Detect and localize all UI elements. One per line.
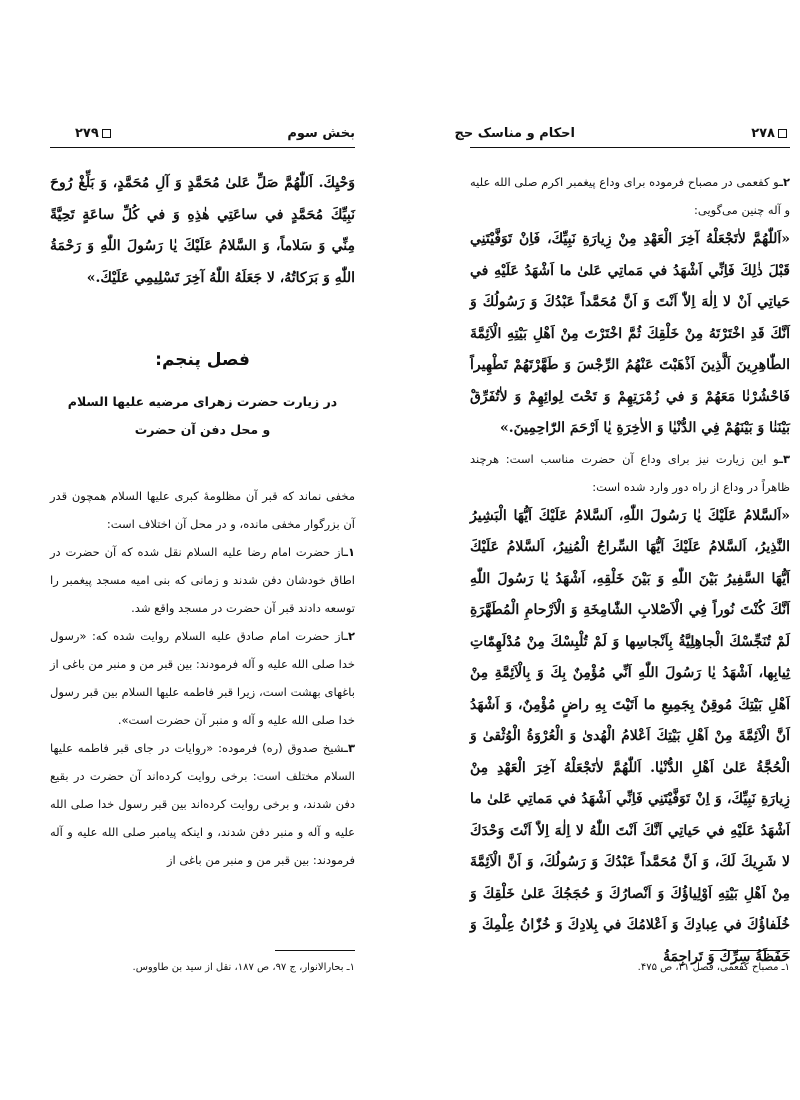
page-number: ۲۷۹ [75, 126, 114, 141]
footnote: ۱ـ بحارالانوار، ج ۹۷، ص ۱۸۷، نقل از سید بن طاووس. [132, 962, 355, 973]
header-rule [50, 147, 355, 148]
chapter-subtitle: در زیارت حضرت زهرای مرضیه علیها السلام [67, 394, 338, 409]
arabic-prayer: «اَللّٰهُمَّ لاٰتَجْعَلْهُ آخِرَ الْعَهْدِ مِنْ زِيارَةِ نَبِيِّكَ، فَاِنْ تَوَفَّيْتَنِي قَبْلَ ذٰلِكَ فَاِنِّي اَشْهَدُ في مَماتِي عَلىٰ ما اَشْهَدُ عَلَيْهِ في حَياتِي اَنْ لا اِلٰهَ اِلاّٰ اَنْتَ وَ اَنَّ مُحَمَّداً عَبْدُكَ وَ رَسُولُكَ وَ اَنَّكَ قَدِ اخْتَرْتَهُ مِنْ خَلْقِكَ ثُمَّ اخْتَرْتَ مِنْ اَهْلِ بَيْتِهِ الْاَئِمَّةَ الطّٰاهِرِينَ اَلَّذِينَ اَذْهَبْتَ عَنْهُمُ الرِّجْسَ وَ طَهَّرْتَهُمْ تَطْهِيراً فَاحْشُرْنٰا مَعَهُمْ وَ في زُمْرَتِهِمْ وَ تَحْتَ لِوائِهِمْ وَ لاٰتُفَرِّقْ بَيْنَنٰا وَ بَيْنَهُمْ فِي الدُّنْيٰا وَ الاٰخِرَةِ يٰا اَرْحَمَ الرّٰاحِمِينَ.» [470, 231, 790, 436]
body-text [50, 168, 355, 874]
page-number: ۲۷۸ [751, 126, 790, 141]
page-number-box-icon [102, 129, 111, 138]
left-page [0, 0, 380, 1100]
footnote: ۱ـ مصباح کفعمی، فصل ۴۱، ص ۴۷۵. [637, 962, 790, 973]
body-text [470, 168, 790, 973]
footnote-rule [275, 950, 355, 951]
chapter-heading [50, 346, 355, 444]
paragraph: ۱ـاز حضرت امام رضا علیه السلام نقل شده که آن حضرت در اطاق خودشان دفن شدند و زمانی که بنی امیه مسجد پیغمبر را توسعه دادند قبر آن حضرت در مسجد واقع شد. [50, 545, 355, 615]
arabic-prayer: وَحْيِكَ. اَللّٰهُمَّ صَلِّ عَلىٰ مُحَمَّدٍ وَ آلِ مُحَمَّدٍ، وَ بَلِّغْ رُوحَ نَبِيِّكَ مُحَمَّدٍ في ساعَتِي هٰذِهِ وَ في كُلِّ ساعَةٍ تَحِيَّةً مِنِّي وَ سَلاماً، وَ السَّلامُ عَلَيْكَ يٰا رَسُولَ اللّٰهِ وَ رَحْمَةُ اللّٰهِ وَ بَرَكاتُهُ، لا جَعَلَهُ اللّٰهُ آخِرَ تَسْلِيمِي عَلَيْكَ.» [50, 175, 355, 286]
paragraph: ۲ـو کفعمی در مصباح فرموده برای وداع پیغمبر اکرم صلی الله علیه و آله چنین می‌گویی: [470, 175, 790, 217]
running-head: بخش سوم [287, 126, 355, 141]
chapter-title: فصل پنجم: [155, 350, 250, 370]
right-page [445, 0, 800, 1100]
page-number-box-icon [778, 129, 787, 138]
header-rule [470, 147, 790, 148]
paragraph: ۲ـاز حضرت امام صادق علیه السلام روایت شده که: «رسول خدا صلی الله علیه و آله فرمودند: بین قبر من و منبر من باغی از باغهای بهشت است، زیرا قبر فاطمه علیها السلام بین قبر رسول خدا صلی الله علیه و آله و منبر آن حضرت است». [50, 629, 355, 727]
arabic-prayer: «اَلسَّلامُ عَلَيْكَ يٰا رَسُولَ اللّٰهِ، اَلسَّلامُ عَلَيْكَ اَيُّهَا الْبَشِيرُ النَّذِيرُ، اَلسَّلامُ عَلَيْكَ اَيُّهَا السِّراجُ الْمُنِيرُ، اَلسَّلامُ عَلَيْكَ اَيُّهَا السَّفِيرُ بَيْنَ اللّٰهِ وَ بَيْنَ خَلْقِهِ، اَشْهَدُ يٰا رَسُولَ اللّٰهِ اَنَّكَ كُنْتَ نُوراً فِي الْاَصْلابِ الشّٰامِخَةِ وَ الْاَرْحامِ الْمُطَهَّرَةِ لَمْ تُنَجِّسْكَ الْجاهِلِيَّةُ بِاَنْجاسِها وَ لَمْ تُلْبِسْكَ مِنْ مُدْلَهِمّٰاتِ ثِيابِها، اَشْهَدُ يٰا رَسُولَ اللّٰهِ اَنِّي مُؤْمِنٌ بِكَ وَ بِالْاَئِمَّةِ مِنْ اَهْلِ بَيْتِكَ مُوقِنٌ بِجَمِيعِ ما اَتَيْتَ بِهِ راضٍ مُؤْمِنٌ، وَ اَشْهَدُ اَنَّ الْاَئِمَّةَ مِنْ اَهْلِ بَيْتِكَ اَعْلامُ الْهُدىٰ وَ الْعُرْوَةُ الْوُثْقىٰ وَ الْحُجَّةُ عَلىٰ اَهْلِ الدُّنْيٰا. اَللّٰهُمَّ لاٰتَجْعَلْهُ آخِرَ الْعَهْدِ مِنْ زِيارَةِ نَبِيِّكَ، وَ اِنْ تَوَفَّيْتَنِي فَاِنِّي اَشْهَدُ في مَماتِي عَلىٰ ما اَشْهَدُ عَلَيْهِ في حَياتِي اَنَّكَ اَنْتَ اللّٰهُ لا اِلٰهَ اِلاّٰ اَنْتَ وَحْدَكَ لا شَرِيكَ لَكَ، وَ اَنَّ مُحَمَّداً عَبْدُكَ وَ رَسُولُكَ، وَ اَنَّ الْاَئِمَّةَ مِنْ اَهْلِ بَيْتِهِ اَوْلِياؤُكَ وَ اَنْصارُكَ وَ حُجَجُكَ عَلىٰ خَلْقِكَ وَ خُلَفاؤُكَ في عِبادِكَ وَ اَعْلامُكَ في بِلادِكَ وَ خُزّٰانُ عِلْمِكَ وَ حَفَظَةُ سِرِّكَ وَ تَراجِمَةُ [470, 507, 790, 965]
paragraph: ۳ـشیخ صدوق (ره) فرموده: «روایات در جای قبر فاطمه علیها السلام مختلف است: برخی روایت کرده‌اند آن حضرت در بقیع دفن شدند، و برخی روایت کرده‌اند بین قبر رسول خدا صلی الله علیه و آله و منبر دفن شدند، و اینکه پیامبر صلی الله علیه و آله فرمودند: بین قبر من و منبر من باغی از [50, 741, 355, 867]
paragraph: مخفی نماند که قبر آن مظلومهٔ کبری علیها السلام همچون قدر آن بزرگوار مخفی مانده، و در محل آن اختلاف است: [50, 489, 355, 531]
paragraph: ۳ـو این زیارت نیز برای وداع آن حضرت مناسب است: هرچند ظاهراً در وداع از راه دور وارد شده است: [470, 451, 790, 494]
chapter-subtitle: و محل دفن آن حضرت [134, 422, 271, 437]
footnote-rule [710, 950, 790, 951]
running-head: احکام و مناسک حج [454, 126, 575, 141]
